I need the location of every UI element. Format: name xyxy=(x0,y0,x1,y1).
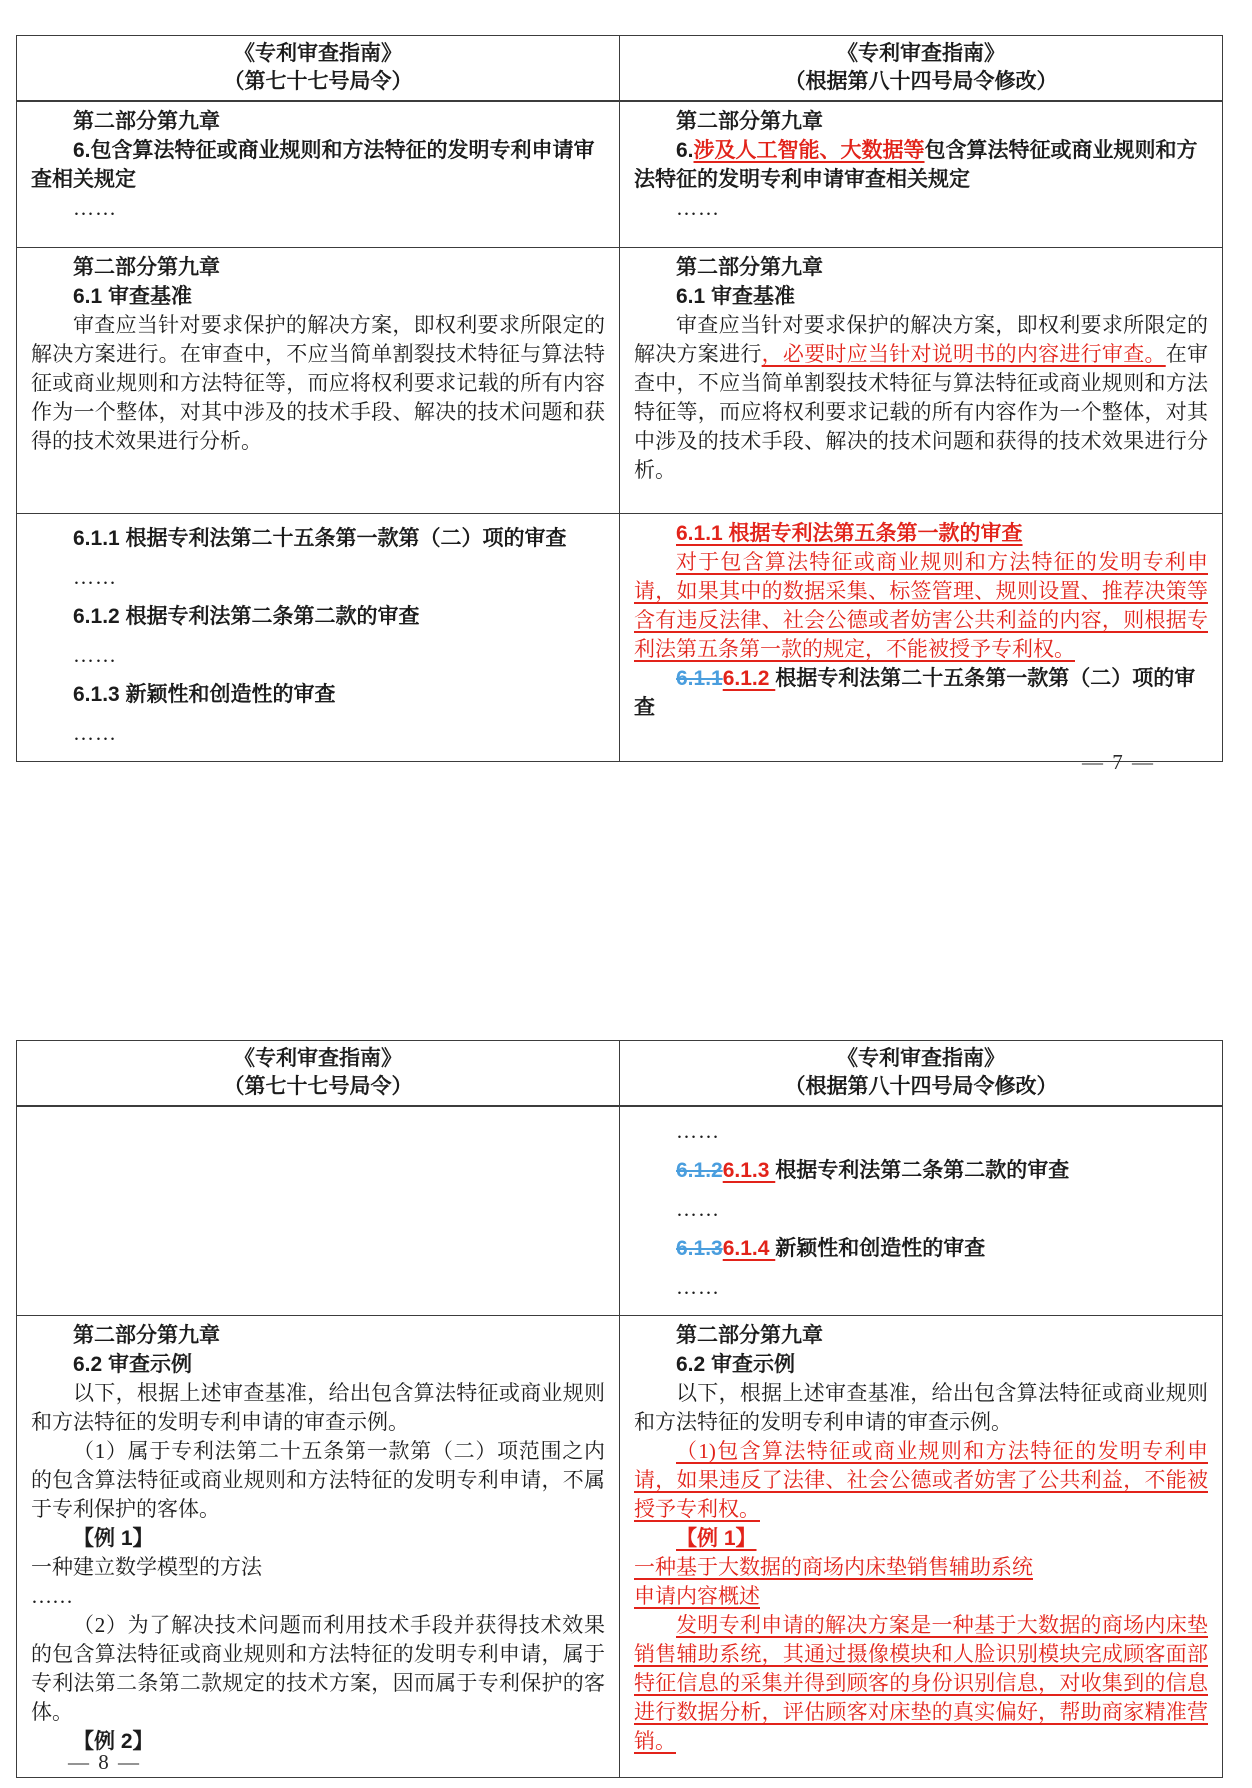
text-line xyxy=(31,597,605,636)
inserted-text: 涉及人工智能、大数据等 xyxy=(693,139,925,162)
text-segment: 6.1.1 根据专利法第二十五条第一款第（二）项的审查 xyxy=(73,527,567,550)
text-line xyxy=(634,1350,1208,1379)
text-line xyxy=(634,107,1208,136)
cell-old-subsections xyxy=(17,514,620,762)
text-line xyxy=(31,1379,605,1437)
text-line xyxy=(31,1553,605,1582)
text-line xyxy=(634,1190,1208,1229)
column-header-old-version xyxy=(17,1041,620,1107)
inserted-text: 对于包含算法特征或商业规则和方法特征的发明专利申请，如果其中的数据采集、标签管理、规则设置、推荐决策等含有违反法律、社会公德或者妨害公共利益的内容，则根据专利法第五条第一款的规定，不能被授予专利权。 xyxy=(634,550,1208,661)
text-segment: …… xyxy=(31,1584,73,1608)
text-line xyxy=(31,1611,605,1727)
text-segment: 审查应当针对要求保护的解决方案，即权利要求所限定的解决方案进行 xyxy=(634,313,1208,366)
cell-old-section6-title xyxy=(17,101,620,248)
text-line xyxy=(634,664,1208,722)
text-line xyxy=(31,253,605,282)
text-line xyxy=(31,1321,605,1350)
text-line xyxy=(634,1268,1208,1307)
header-title: 《专利审查指南》 xyxy=(837,1047,1005,1070)
text-line xyxy=(31,1437,605,1524)
text-line xyxy=(31,107,605,136)
table-row xyxy=(17,1316,1223,1778)
text-line xyxy=(31,282,605,311)
text-line xyxy=(634,194,1208,223)
text-line xyxy=(31,1582,605,1611)
inserted-text: 6.1.2 xyxy=(722,667,776,690)
text-segment: （1）属于专利法第二十五条第一款第（二）项范围之内的包含算法特征或商业规则和方法特征的发明专利申请，不属于专利保护的客体。 xyxy=(31,1439,605,1521)
text-segment: …… xyxy=(676,1197,720,1221)
cell-new-renumbered-subsections xyxy=(620,1106,1223,1316)
text-line xyxy=(31,675,605,714)
text-segment: 第二部分第九章 xyxy=(676,1324,823,1347)
text-line xyxy=(634,253,1208,282)
text-segment: …… xyxy=(73,643,117,667)
header-subtitle: （根据第八十四号局令修改） xyxy=(784,1075,1058,1098)
text-segment: …… xyxy=(73,565,117,589)
text-line xyxy=(31,194,605,223)
text-line xyxy=(31,1350,605,1379)
column-header-new-version xyxy=(620,36,1223,102)
text-segment: 6.1.2 根据专利法第二条第二款的审查 xyxy=(73,605,420,628)
guideline-comparison-table-page7 xyxy=(16,35,1223,762)
text-segment: …… xyxy=(73,196,117,220)
inserted-text: 6.1.3 xyxy=(722,1159,776,1182)
text-segment: …… xyxy=(676,196,720,220)
text-line xyxy=(634,1553,1208,1582)
text-segment: 第二部分第九章 xyxy=(676,110,823,133)
page-number-7: — 7 — xyxy=(1082,750,1155,774)
text-segment: 第二部分第九章 xyxy=(73,1324,220,1347)
header-subtitle: （根据第八十四号局令修改） xyxy=(784,70,1058,93)
page-number-8: — 8 — xyxy=(68,1750,141,1774)
text-line xyxy=(634,1582,1208,1611)
text-line xyxy=(31,311,605,456)
text-line xyxy=(634,1437,1208,1524)
text-line xyxy=(634,1524,1208,1553)
text-segment: …… xyxy=(676,1275,720,1299)
text-line xyxy=(31,714,605,753)
inserted-text: ，必要时应当针对说明书的内容进行审查。 xyxy=(761,342,1166,366)
cell-old-empty xyxy=(17,1106,620,1316)
text-segment: 以下，根据上述审查基准，给出包含算法特征或商业规则和方法特征的发明专利申请的审查示例。 xyxy=(31,1381,605,1434)
text-line xyxy=(634,311,1208,485)
cell-new-section6-title xyxy=(620,101,1223,248)
text-line xyxy=(634,1611,1208,1756)
text-segment: 6. xyxy=(676,139,694,162)
text-segment: （2）为了解决技术问题而利用技术手段并获得技术效果的包含算法特征或商业规则和方法特征的发明专利申请，属于专利法第二条第二款规定的技术方案，因而属于专利保护的客体。 xyxy=(31,1613,605,1724)
inserted-text: 【例 1】 xyxy=(676,1527,757,1550)
guideline-comparison-table-page8 xyxy=(16,1040,1223,1778)
header-title: 《专利审查指南》 xyxy=(234,42,402,65)
text-line xyxy=(634,136,1208,194)
text-line xyxy=(31,636,605,675)
column-header-new-version xyxy=(620,1041,1223,1107)
text-segment: …… xyxy=(73,721,117,745)
text-line xyxy=(634,282,1208,311)
text-segment: …… xyxy=(676,1119,720,1143)
cell-new-section6-1 xyxy=(620,248,1223,514)
text-line xyxy=(634,1151,1208,1190)
text-segment: 6.2 审查示例 xyxy=(73,1353,193,1376)
cell-old-section6-2 xyxy=(17,1316,620,1778)
table-row xyxy=(17,1106,1223,1316)
cell-new-subsections xyxy=(620,514,1223,762)
inserted-text: （1)包含算法特征或商业规则和方法特征的发明专利申请，如果违反了法律、社会公德或者妨害了公共利益，不能被授予专利权。 xyxy=(634,1439,1208,1521)
text-line xyxy=(31,136,605,194)
text-segment: 【例 1】 xyxy=(73,1527,154,1550)
header-subtitle: （第七十七号局令） xyxy=(223,1075,413,1098)
inserted-text: 申请内容概述 xyxy=(634,1584,760,1608)
inserted-text: 发明专利申请的解决方案是一种基于大数据的商场内床垫销售辅助系统，其通过摄像模块和人脸识别模块完成顾客面部特征信息的采集并得到顾客的身份识别信息，对收集到的信息进行数据分析，评估顾客对床垫的真实偏好，帮助商家精准营销。 xyxy=(634,1613,1208,1753)
deleted-text: 6.1.3 xyxy=(676,1237,723,1260)
text-line xyxy=(634,548,1208,664)
header-subtitle: （第七十七号局令） xyxy=(223,70,413,93)
text-segment: 6.1.3 新颖性和创造性的审查 xyxy=(73,683,336,706)
text-segment: 【例 2】 xyxy=(73,1730,154,1753)
text-segment: 6.2 审查示例 xyxy=(676,1353,796,1376)
text-segment: 新颖性和创造性的审查 xyxy=(775,1237,986,1260)
inserted-text: 6.1.1 根据专利法第五条第一款的审查 xyxy=(676,522,1023,545)
text-segment: 6.1 审查基准 xyxy=(73,285,193,308)
text-segment: 审查应当针对要求保护的解决方案，即权利要求所限定的解决方案进行。在审查中，不应当简单割裂技术特征与算法特征或商业规则和方法特征等，而应将权利要求记载的所有内容作为一个整体，对其中涉及的技术手段、解决的技术问题和获得的技术效果进行分析。 xyxy=(31,313,605,453)
text-line xyxy=(31,558,605,597)
deleted-text: 6.1.1 xyxy=(676,667,723,690)
inserted-text: 一种基于大数据的商场内床垫销售辅助系统 xyxy=(634,1555,1033,1579)
text-segment: 第二部分第九章 xyxy=(73,256,220,279)
text-line xyxy=(634,1229,1208,1268)
text-segment: 以下，根据上述审查基准，给出包含算法特征或商业规则和方法特征的发明专利申请的审查示例。 xyxy=(634,1381,1208,1434)
text-segment: 6.1 审查基准 xyxy=(676,285,796,308)
cell-new-section6-2 xyxy=(620,1316,1223,1778)
text-segment: 在审查中，不应当简单割裂技术特征与算法特征或商业规则和方法特征等，而应将权利要求记载的所有内容作为一个整体，对其中涉及的技术手段、解决的技术问题和获得的技术效果进行分析。 xyxy=(634,342,1209,482)
table-header-row xyxy=(17,1041,1223,1107)
text-segment: 一种建立数学模型的方法 xyxy=(31,1555,262,1579)
header-title: 《专利审查指南》 xyxy=(837,42,1005,65)
text-segment: 第二部分第九章 xyxy=(676,256,823,279)
deleted-text: 6.1.2 xyxy=(676,1159,723,1182)
text-line xyxy=(634,1112,1208,1151)
text-line xyxy=(31,1524,605,1553)
text-segment: 包含算法特征或商业规则和方法特征的发明专利申请审查相关规定 xyxy=(634,139,1198,191)
inserted-text: 6.1.4 xyxy=(722,1237,776,1260)
header-title: 《专利审查指南》 xyxy=(234,1047,402,1070)
text-segment: 根据专利法第二条第二款的审查 xyxy=(775,1159,1070,1182)
text-line xyxy=(634,1321,1208,1350)
text-segment: 根据专利法第二十五条第一款第（二）项的审查 xyxy=(634,667,1196,719)
table-row xyxy=(17,248,1223,514)
column-header-old-version xyxy=(17,36,620,102)
table-row xyxy=(17,514,1223,762)
text-line xyxy=(634,1379,1208,1437)
cell-old-section6-1 xyxy=(17,248,620,514)
text-line xyxy=(634,519,1208,548)
text-line xyxy=(31,519,605,558)
table-row xyxy=(17,101,1223,248)
table-header-row xyxy=(17,36,1223,102)
text-segment: 第二部分第九章 xyxy=(73,110,220,133)
text-segment: 6.包含算法特征或商业规则和方法特征的发明专利申请审查相关规定 xyxy=(31,139,595,191)
